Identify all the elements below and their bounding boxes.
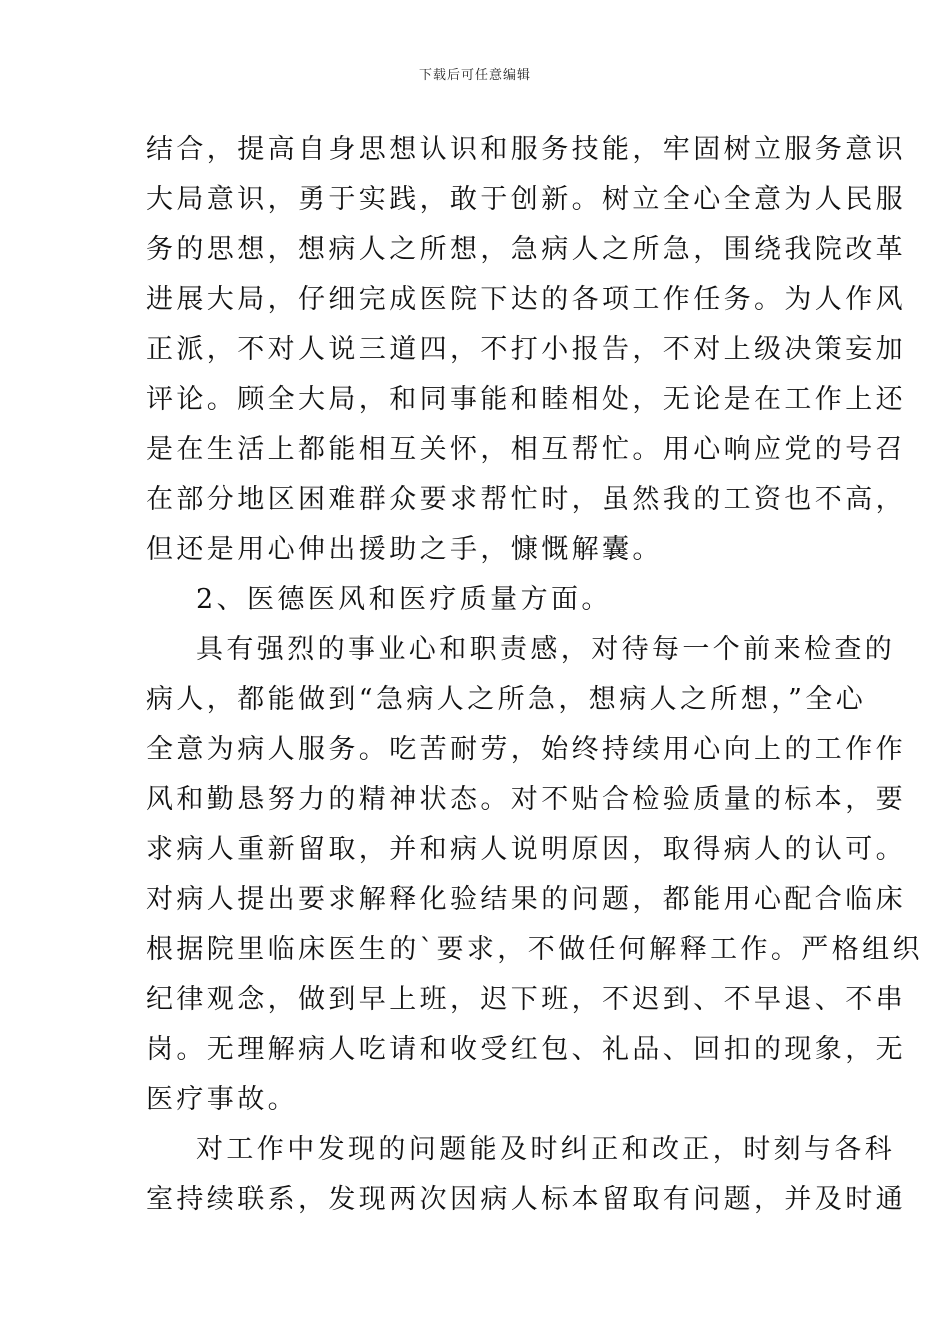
text-line: 在部分地区困难群众要求帮忙时，虽然我的工资也不高，: [146, 484, 906, 515]
text-line: 纪律观念，做到早上班，迟下班，不迟到、不早退、不串: [146, 984, 906, 1015]
text-line: 根据院里临床医生的`要求，不做任何解释工作。严格组织: [146, 934, 923, 965]
text-line: 是在生活上都能相互关怀，相互帮忙。用心响应党的号召: [146, 434, 906, 465]
text-line: 病人，都能做到“急病人之所急，想病人之所想，”全心: [146, 684, 867, 715]
section-heading: 2、医德医风和医疗质量方面。: [196, 584, 612, 615]
paragraph-start: 具有强烈的事业心和职责感，对待每一个前来检查的: [196, 634, 896, 665]
text-line: 评论。顾全大局，和同事能和睦相处，无论是在工作上还: [146, 384, 906, 415]
text-line: 但还是用心伸出援助之手，慷慨解囊。: [146, 534, 663, 565]
text-line: 全意为病人服务。吃苦耐劳，始终持续用心向上的工作作: [146, 734, 906, 765]
text-line: 室持续联系，发现两次因病人标本留取有问题，并及时通: [146, 1184, 906, 1215]
text-line: 大局意识，勇于实践，敢于创新。树立全心全意为人民服: [146, 184, 906, 215]
text-line: 医疗事故。: [146, 1084, 298, 1115]
page-header: 下载后可任意编辑: [418, 68, 531, 83]
text-line: 结合，提高自身思想认识和服务技能，牢固树立服务意识: [146, 134, 906, 165]
text-line: 岗。无理解病人吃请和收受红包、礼品、回扣的现象，无: [146, 1034, 906, 1065]
paragraph-start: 对工作中发现的问题能及时纠正和改正，时刻与各科: [196, 1134, 896, 1165]
text-line: 对病人提出要求解释化验结果的问题，都能用心配合临床: [146, 884, 906, 915]
text-line: 求病人重新留取，并和病人说明原因，取得病人的认可。: [146, 834, 906, 865]
text-line: 务的思想，想病人之所想，急病人之所急，围绕我院改革: [146, 234, 906, 265]
text-line: 风和勤恳努力的精神状态。对不贴合检验质量的标本，要: [146, 784, 906, 815]
text-line: 进展大局，仔细完成医院下达的各项工作任务。为人作风: [146, 284, 906, 315]
text-line: 正派，不对人说三道四，不打小报告，不对上级决策妄加: [146, 334, 906, 365]
